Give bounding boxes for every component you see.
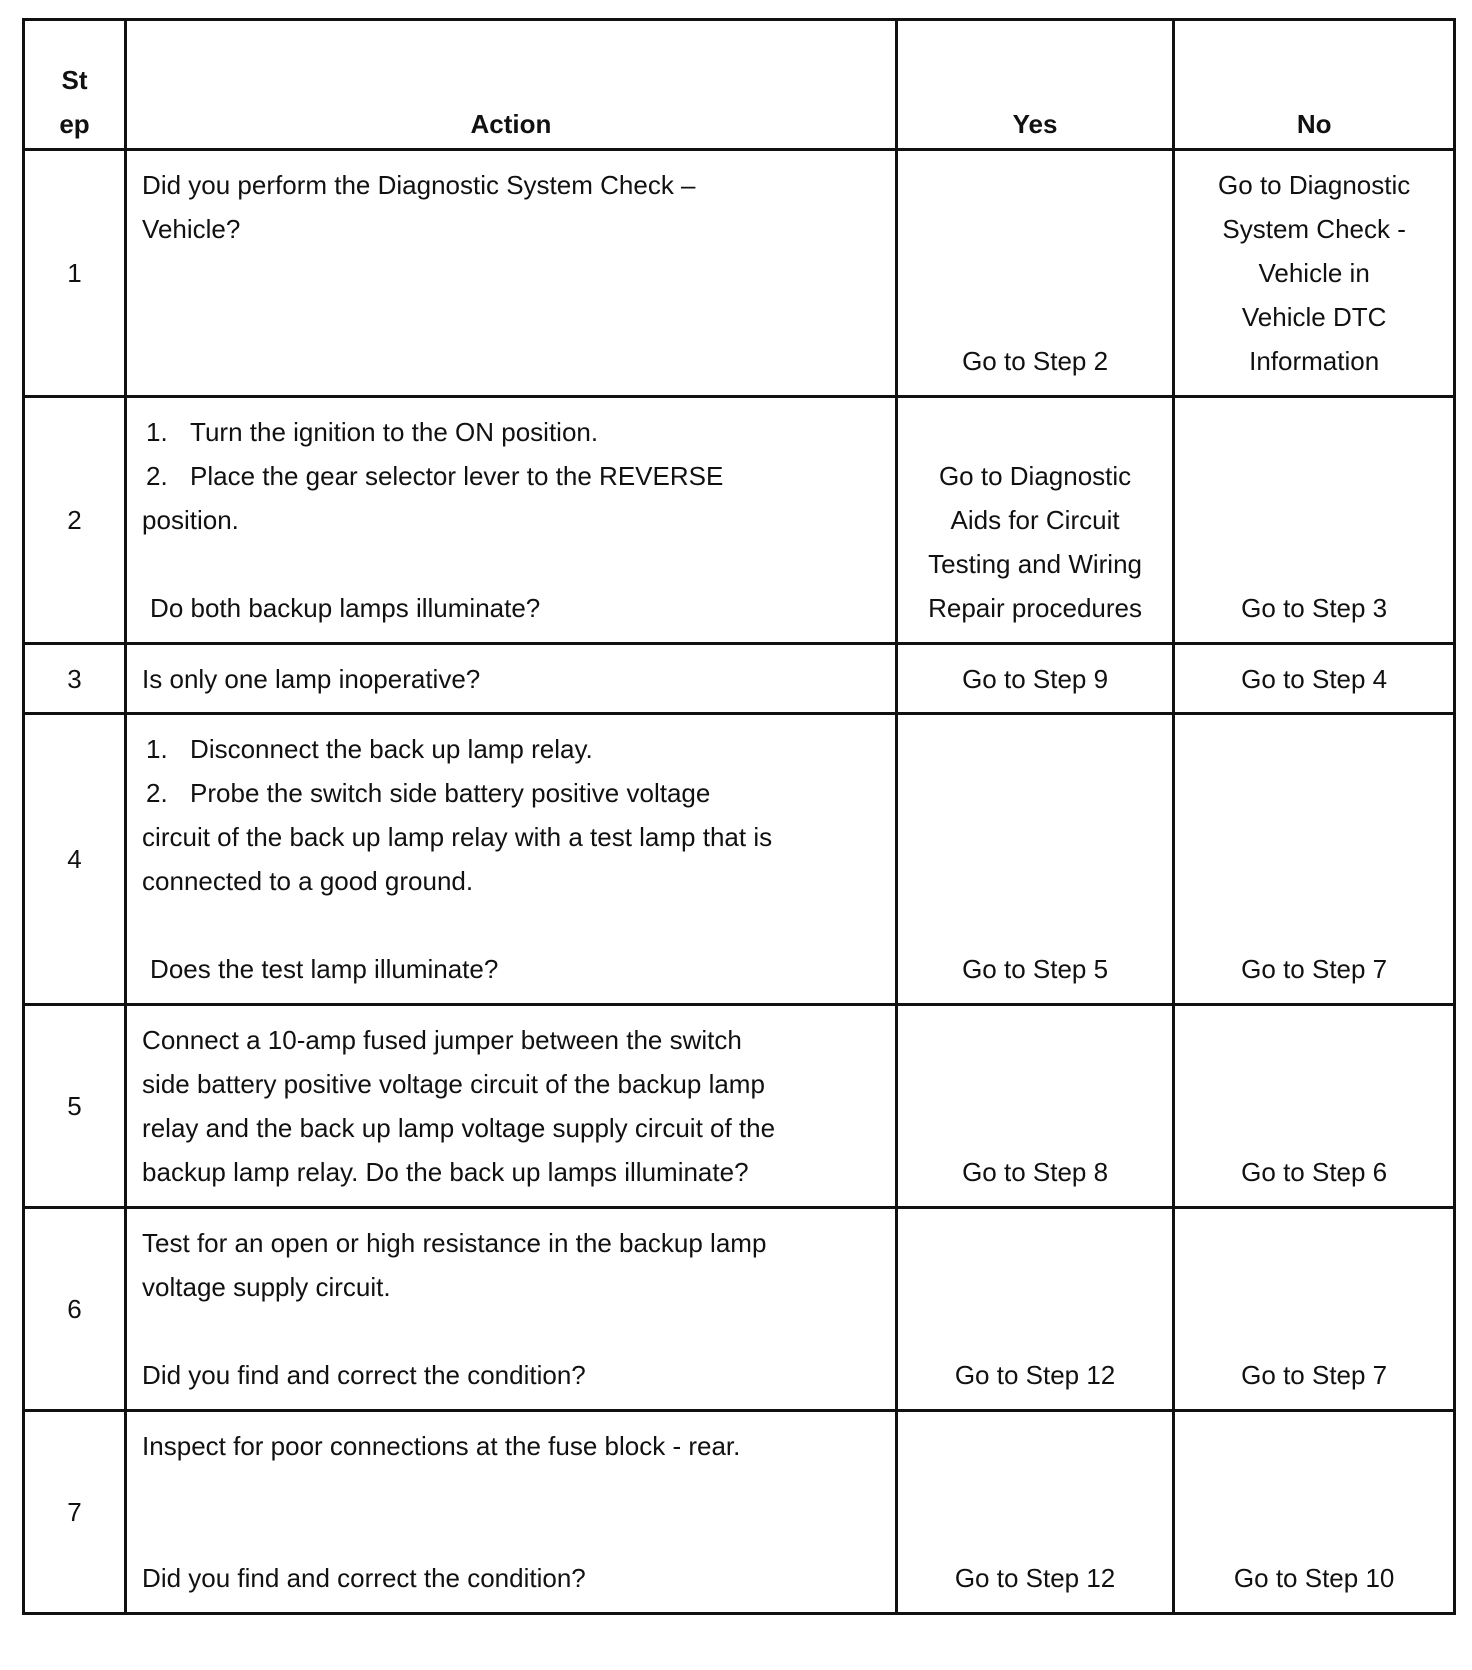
action-line: Test for an open or high resistance in the backup lamp [142, 1228, 767, 1258]
table-row [24, 1005, 1455, 1208]
step-number: 7 [24, 1411, 126, 1614]
question-line: Did you find and correct the condition? [142, 1360, 586, 1390]
numbered-item: 2. Probe the switch side battery positive voltage [146, 778, 711, 808]
step-number: 4 [24, 714, 126, 1005]
spacer-line [142, 1309, 885, 1353]
table-row [24, 150, 1455, 397]
action-cell [126, 714, 897, 1005]
yes-line: Testing and Wiring [928, 549, 1142, 579]
no-cell: Go to Step 4 [1174, 644, 1455, 714]
action-line: voltage supply circuit. [142, 1272, 391, 1302]
yes-line: Go to Diagnostic [938, 461, 1132, 491]
step-number: 6 [24, 1208, 126, 1411]
no-cell: Go to Step 10 [1174, 1411, 1455, 1614]
yes-cell: Go to Step 9 [896, 644, 1173, 714]
no-line: Go to Diagnostic [1218, 170, 1411, 200]
step-number: 1 [24, 150, 126, 397]
table-row [24, 644, 1455, 714]
yes-cell: Go to Step 2 [896, 150, 1173, 397]
diagnostic-table [22, 18, 1456, 1615]
action-line: side battery positive voltage circuit of the backup lamp [142, 1069, 765, 1099]
action-line: connected to a good ground. [142, 866, 474, 896]
step-header-line-1: St [61, 65, 88, 95]
no-line: Vehicle DTC [1241, 302, 1387, 332]
spacer-line [142, 1468, 885, 1512]
yes-cell: Go to Step 8 [896, 1005, 1173, 1208]
table-row [24, 714, 1455, 1005]
table-row [24, 1411, 1455, 1614]
action-cell: Is only one lamp inoperative? [126, 644, 897, 714]
spacer-line [142, 542, 885, 586]
no-cell [1174, 150, 1455, 397]
numbered-item: 1. Turn the ignition to the ON position. [146, 417, 599, 447]
step-header [24, 20, 126, 150]
yes-cell [896, 397, 1173, 644]
yes-cell: Go to Step 12 [896, 1411, 1173, 1614]
header-row [24, 20, 1455, 150]
yes-cell: Go to Step 12 [896, 1208, 1173, 1411]
spacer-line [142, 903, 885, 947]
action-cell [126, 1208, 897, 1411]
yes-cell: Go to Step 5 [896, 714, 1173, 1005]
numbered-item: 1. Disconnect the back up lamp relay. [146, 734, 593, 764]
yes-line: Repair procedures [928, 593, 1142, 623]
step-number: 5 [24, 1005, 126, 1208]
action-line: Did you perform the Diagnostic System Check – [142, 170, 696, 200]
question-line: Do both backup lamps illuminate? [150, 593, 541, 623]
question-line: Did you find and correct the condition? [142, 1563, 586, 1593]
step-header-line-2: ep [59, 109, 90, 139]
action-cell [126, 150, 897, 397]
yes-header: Yes [896, 20, 1173, 150]
action-header: Action [126, 20, 897, 150]
no-cell: Go to Step 3 [1174, 397, 1455, 644]
question-line: Does the test lamp illuminate? [150, 954, 499, 984]
action-line: circuit of the back up lamp relay with a test lamp that is [142, 822, 773, 852]
no-line: Vehicle in [1258, 258, 1370, 288]
no-line: Information [1249, 346, 1380, 376]
yes-line: Aids for Circuit [950, 505, 1120, 535]
no-cell: Go to Step 7 [1174, 714, 1455, 1005]
step-number: 3 [24, 644, 126, 714]
action-cell [126, 397, 897, 644]
spacer-line [142, 1512, 885, 1556]
action-cell [126, 1411, 897, 1614]
action-cell [126, 1005, 897, 1208]
no-cell: Go to Step 7 [1174, 1208, 1455, 1411]
action-line: Inspect for poor connections at the fuse block - rear. [142, 1431, 741, 1461]
action-line: Vehicle? [142, 214, 241, 244]
action-line: position. [142, 505, 239, 535]
no-line: System Check - [1222, 214, 1406, 244]
step-number: 2 [24, 397, 126, 644]
no-header: No [1174, 20, 1455, 150]
no-cell: Go to Step 6 [1174, 1005, 1455, 1208]
action-line: relay and the back up lamp voltage supply circuit of the [142, 1113, 776, 1143]
action-line: Connect a 10-amp fused jumper between the switch [142, 1025, 742, 1055]
table-row [24, 397, 1455, 644]
action-line: backup lamp relay. Do the back up lamps illuminate? [142, 1157, 749, 1187]
table-row [24, 1208, 1455, 1411]
numbered-item: 2. Place the gear selector lever to the REVERSE [146, 461, 724, 491]
